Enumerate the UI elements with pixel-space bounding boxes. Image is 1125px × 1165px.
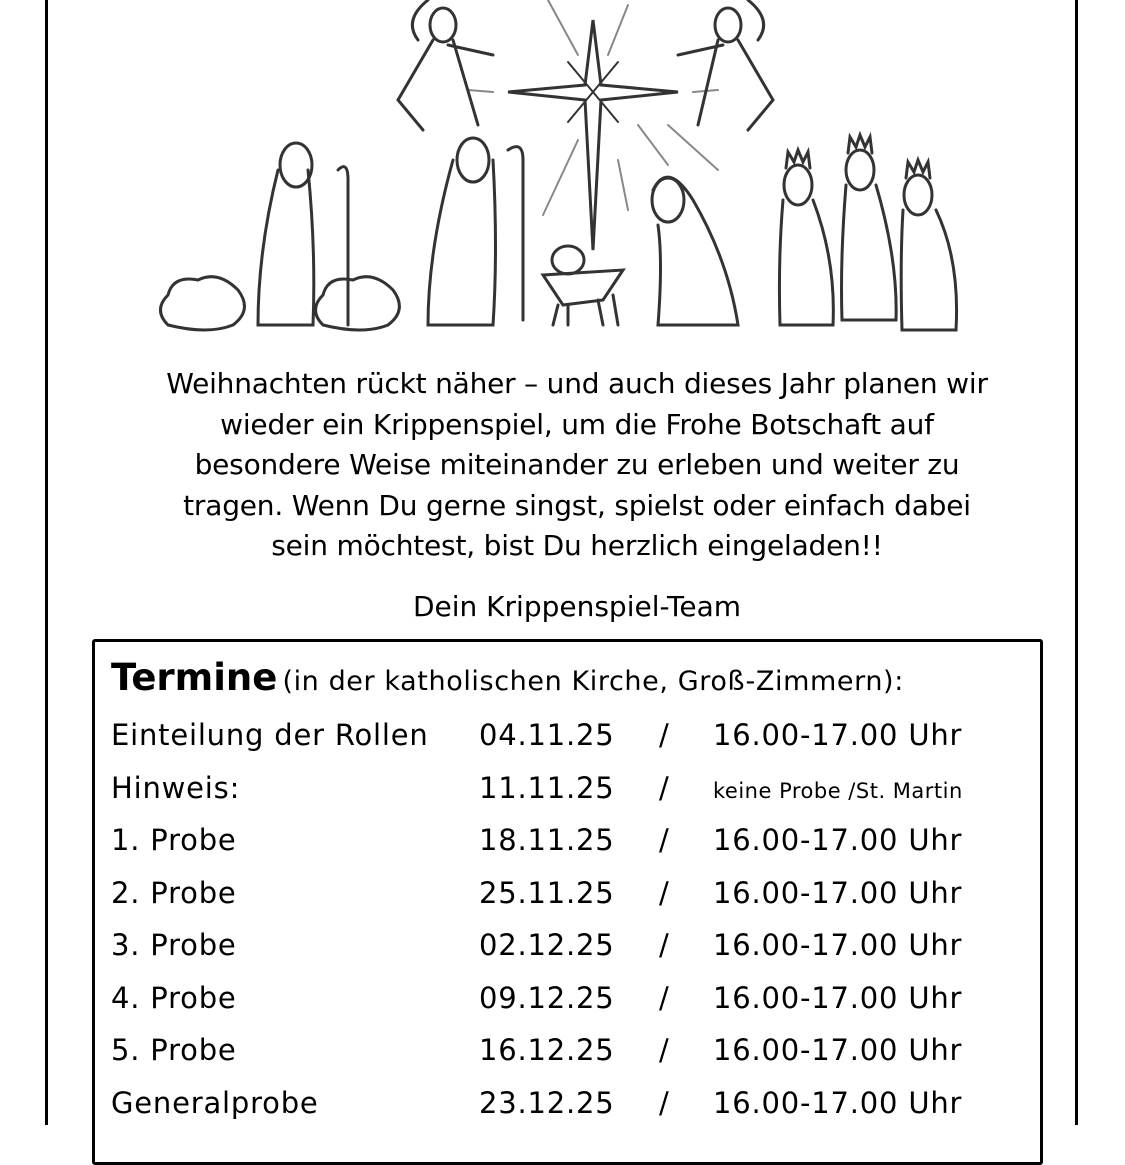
joseph bbox=[428, 138, 523, 325]
schedule-heading bbox=[111, 656, 904, 699]
row-time: 16.00-17.00 Uhr bbox=[713, 1033, 963, 1067]
intro-line: tragen. Wenn Du gerne singst, spielst oder einfach dabei bbox=[183, 488, 971, 522]
three-kings bbox=[779, 135, 956, 330]
sheep bbox=[161, 277, 400, 330]
row-date: 18.11.25 bbox=[479, 823, 615, 857]
row-label: 2. Probe bbox=[111, 875, 237, 910]
schedule-location: (in der katholischen Kirche, Groß-Zimmern): bbox=[282, 666, 904, 697]
row-separator: / bbox=[659, 980, 670, 1015]
row-time: 16.00-17.00 Uhr bbox=[713, 1085, 963, 1120]
intro-line: besondere Weise miteinander zu erleben und weiter zu bbox=[194, 448, 960, 481]
row-time: 16.00-17.00 Uhr bbox=[713, 980, 963, 1015]
row-time: 16.00-17.00 Uhr bbox=[713, 928, 963, 962]
intro-line: sein möchtest, bist Du herzlich eingeladen!! bbox=[271, 529, 883, 562]
row-date: 02.12.25 bbox=[479, 928, 615, 962]
nativity-illustration bbox=[148, 0, 978, 350]
row-time: keine Probe /St. Martin bbox=[713, 778, 963, 803]
row-date: 25.11.25 bbox=[479, 875, 615, 910]
intro-line: Weihnachten rückt näher – und auch dieses Jahr planen wir bbox=[166, 367, 988, 400]
row-label: 1. Probe bbox=[111, 823, 237, 857]
row-date: 11.11.25 bbox=[479, 770, 615, 805]
row-separator: / bbox=[659, 823, 670, 857]
schedule-title: Termine bbox=[111, 656, 278, 699]
row-label: Generalprobe bbox=[111, 1085, 319, 1120]
row-separator: / bbox=[659, 1085, 670, 1120]
row-label: 3. Probe bbox=[111, 928, 237, 962]
row-date: 16.12.25 bbox=[479, 1033, 615, 1067]
angel-left bbox=[398, 0, 493, 130]
signature: Dein Krippenspiel-Team bbox=[412, 590, 742, 623]
row-time: 16.00-17.00 Uhr bbox=[713, 718, 963, 752]
row-date: 04.11.25 bbox=[479, 718, 615, 752]
intro-line: wieder ein Krippenspiel, um die Frohe Botschaft auf bbox=[220, 407, 934, 441]
schedule-box bbox=[92, 639, 1043, 1165]
row-label: 5. Probe bbox=[111, 1033, 237, 1067]
row-label: 4. Probe bbox=[111, 980, 237, 1015]
row-separator: / bbox=[659, 875, 670, 910]
row-label: Hinweis: bbox=[111, 770, 241, 805]
shepherd-left bbox=[258, 143, 348, 325]
row-label: Einteilung der Rollen bbox=[111, 718, 429, 752]
row-separator: / bbox=[659, 928, 670, 962]
row-date: 09.12.25 bbox=[479, 980, 615, 1015]
row-separator: / bbox=[659, 718, 670, 752]
row-time: 16.00-17.00 Uhr bbox=[713, 875, 963, 910]
row-separator: / bbox=[659, 770, 670, 805]
row-time: 16.00-17.00 Uhr bbox=[713, 823, 963, 857]
page-border-left bbox=[45, 0, 48, 1125]
manger bbox=[543, 246, 623, 325]
row-date: 23.12.25 bbox=[479, 1085, 615, 1120]
angel-right bbox=[678, 0, 773, 130]
intro-text bbox=[60, 364, 1094, 567]
mary bbox=[652, 177, 738, 325]
row-separator: / bbox=[659, 1033, 670, 1067]
